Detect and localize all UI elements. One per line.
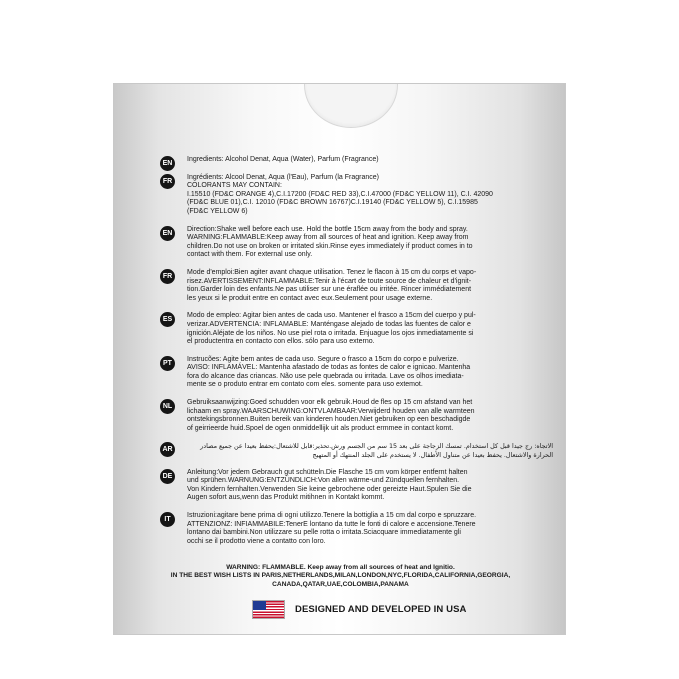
section-text-arabic: الاتجاه: رج جيدا قبل كل استخدام. تمسك الزجاجة على بعد 15 سم من الجسم ورش.تحذير:قابل للاشتعال:يحفظ بعيدا عن جميع مصادر الحرارة والاشتعال. يحفظ بعيدا عن متناول الأطفال. لا يستخدم على الجلد المنتهك أو المتهيج [200,442,553,460]
section-text: Anleitung:Vor jedem Gebrauch gut schütteln.Die Flasche 15 cm vom körper entfernt halten und sprühen.WARNUNG:ENTZÜNDLICH:Von allen wärme-und Zündquellen fernhalten. Von Kindern fernhalten.Verwenden Sie keine gebrochene oder gereizte Haut.Spulen Sie die Augen sofort aus,wenn das Produkt mitihnen in Kontakt kommt. [187,468,472,502]
cities-line: IN THE BEST WISH LISTS IN PARIS,NETHERLANDS,MILAN,LONDON,NYC,FLORIDA,CALIFORNIA,GEORGIA, [170,572,511,580]
language-badge: PT [160,356,175,371]
language-badge: AR [160,442,175,457]
section-text: Istruzioni:agitare bene prima di ogni utilizzo.Tenere la bottiglia a 15 cm dal corpo e spruzzare. ATTENZIONZ: INFIAMMABILE:TenerE lontano da tutte le fonti di calore e accensione.Tenere lontano dai bambini.Non utilizzare su pelle rotta o irritata.Sciacquare immediatamente gli occhi se il prodotto viene a contatto con loro. [187,512,477,545]
cities-line: CANADA,QATAR,UAE,COLOMBIA,PANAMA [272,580,409,588]
language-badge: IT [160,512,175,527]
section-6 [162,399,553,433]
section-text: Ingrédients: Alcool Denat, Aqua (l'Eau), Parfum (la Fragrance) COLORANTS MAY CONTAIN: I.15510 (FD&C ORANGE 4),C.I.17200 (FD&C RED 33),C.I.47000 (FD&C YELLOW 11), C.I. 42090 (FD&C BLUE 01),C.I. 12010 (FD&C BROWN 16767)C.I.19140 (FD&C YELLOW 5), C.I.15985 (FD&C YELLOW 6) [187,173,493,215]
section-text: Instrucões: Agite bem antes de cada uso. Segure o frasco a 15cm do corpo e pulverize. AVISO: INFLAMÁVEL: Mantenha afastado de todas as fontes de calor e ignicao. Mantenha fora do alcance das criancas. Não use pele quebrada ou irritada. Lave os olhos imediata- mente se o produto entrar em contato com eles. somente para uso extemot. [187,355,471,389]
language-badge: EN [160,156,175,171]
section-5 [163,355,553,390]
section-3 [162,268,553,303]
hang-notch [304,83,398,128]
language-badge: ES [160,312,175,327]
section-text: Ingredients: Alcohol Denat, Aqua (Water), Parfum (Fragrance) [187,156,379,163]
section-1 [162,173,553,217]
label-panel [113,83,566,635]
warning-text [134,564,547,589]
section-2 [162,225,553,260]
warning-line: WARNING: FLAMMABLE. Keep away from all sources of heat and Ignitio. [226,564,455,571]
us-flag-icon [252,600,285,619]
language-badge: FR [160,269,175,284]
designed-in-usa [252,599,466,619]
designed-in-usa-text: DESIGNED AND DEVELOPED IN USA [295,603,467,615]
language-badge: EN [160,226,175,241]
section-9 [164,512,553,546]
language-badge: DE [160,469,175,484]
section-4 [162,312,553,346]
language-badge: FR [160,174,175,189]
section-8 [162,468,553,503]
section-text: Direction:Shake well before each use. Hold the bottle 15cm away from the body and spray. WARNING:FLAMMABLE:Keep away from all sources of heat and ignition. Keep away from children.Do not use on broken or irritated skin.Rinse eyes immediately if product comes in to contact with them. For external use only. [187,225,473,259]
section-text: Gebruiksaanwijzing:Goed schudden voor elk gebruik.Houd de fles op 15 cm afstand van het lichaam en spray.WAARSCHUWING:ONTVLAMBAAR:Verwijderd houden van alle warmteen ontstekingsbronnen.Buiten bereik van kinderen houden.Niet gebruiken op een beschadigde of geirrieerde huid.Spoel de ogen onmiddellijk uit als product ermmee in contact komt. [187,399,475,432]
flag-canton [253,601,266,610]
section-text: Mode d'emploi:Bien agiter avant chaque utilisation. Tenez le flacon à 15 cm du corps et vapo- risez.AVERTISSEMENT:INFLAMMABLE:Tenir à l'écart de toute source de chaleur et d'ignit- tion.Garder loin des enfants.Ne pas utiliser sur une éraflée ou irritée. Rincer immédiatement les yeux si le produit entre en contact avec eux.Seulement pour usage externe. [187,268,477,302]
section-text: Modo de empleo: Agitar bien antes de cada uso. Mantener el frasco a 15cm del cuerpo y pul- verizar.ADVERTENCIA: INFLAMABLE: Manténgase alejado de todas las fuentes de calor e ignición.Aléjate de los niños. No use piel rota o irritada. Enjuague los ojos inmediatamente si el productentra en contacto con ellos. sólo para uso externo. [187,312,476,346]
section-0 [162,156,553,167]
language-badge: NL [160,399,175,414]
section-7 [162,442,553,460]
ingredients-content [162,156,553,551]
